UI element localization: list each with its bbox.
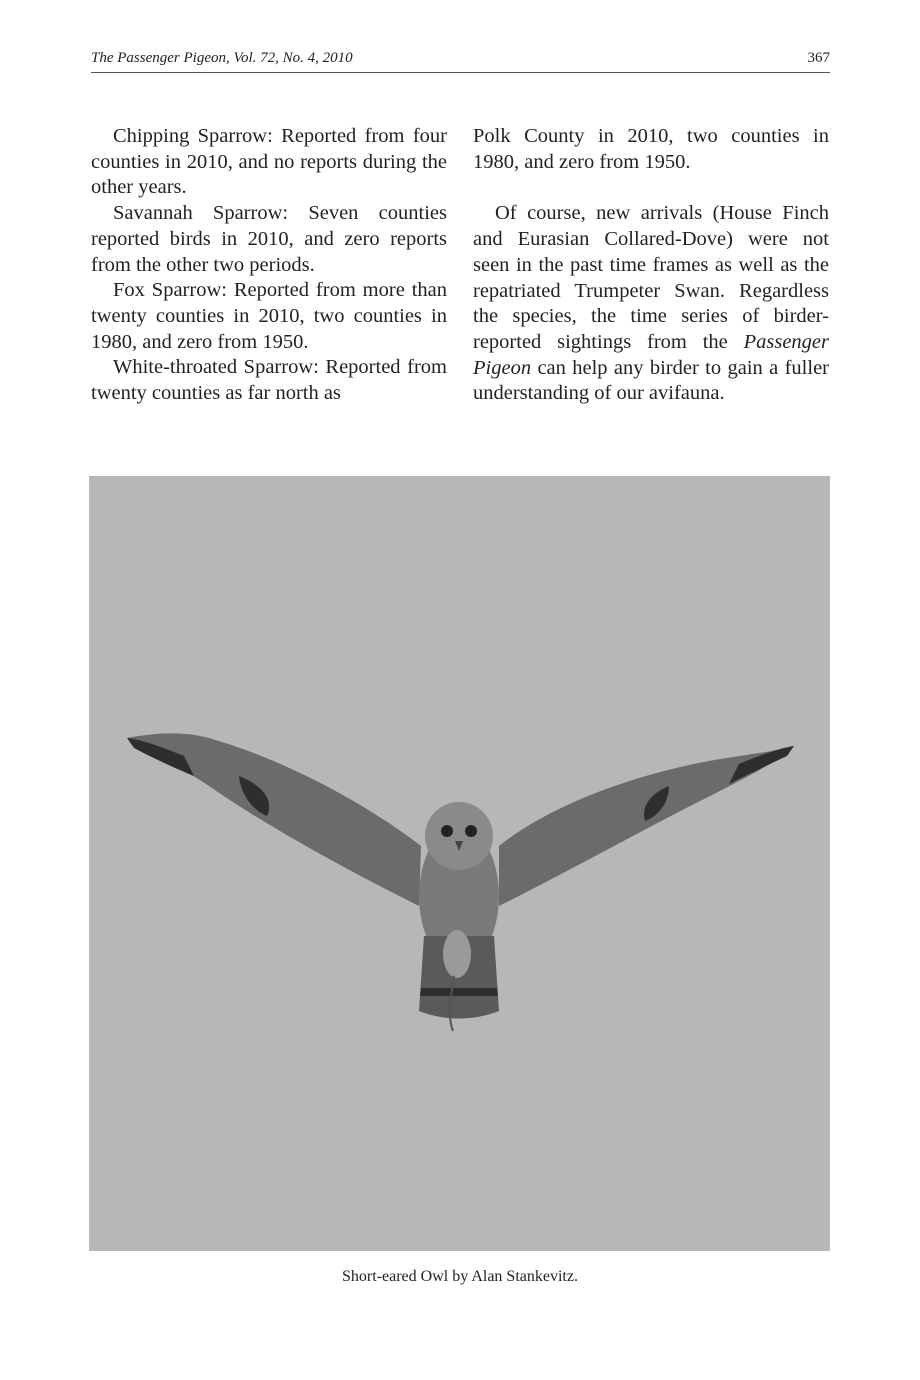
paragraph-continuation: Polk County in 2010, two counties in 1980, and zero from 1950. bbox=[473, 125, 829, 173]
left-column bbox=[91, 124, 447, 407]
owl-illustration bbox=[89, 476, 830, 1251]
conclusion-text-end: can help any birder to gain a fuller understanding of our avifauna. bbox=[473, 356, 829, 405]
paragraph-savannah-sparrow: Savannah Sparrow: Seven counties reported birds in 2010, and zero reports from the other two periods. bbox=[91, 202, 447, 276]
journal-name: Passenger Pigeon bbox=[473, 330, 829, 379]
paragraph-white-throated-sparrow: White-throated Sparrow: Reported from twenty counties as far north as bbox=[91, 356, 447, 405]
right-column bbox=[473, 124, 829, 407]
prey-vole bbox=[443, 930, 471, 978]
page-number: 367 bbox=[807, 50, 830, 66]
photo-caption: Short-eared Owl by Alan Stankevitz. bbox=[342, 1268, 578, 1285]
conclusion-text-start: Of course, new arrivals (House Finch and Eurasian Collared-Dove) were not seen in the past time frames as well as the repatriated Trumpeter Swan. Regardless the species, the time series of birder-reported sightings from the bbox=[473, 202, 829, 353]
paragraph-chipping-sparrow: Chipping Sparrow: Reported from four counties in 2010, and no reports during the other years. bbox=[91, 125, 447, 199]
tail-band bbox=[420, 988, 498, 996]
paragraph-fox-sparrow: Fox Sparrow: Reported from more than twenty counties in 2010, two counties in 1980, and zero from 1950. bbox=[91, 279, 447, 353]
running-title: The Passenger Pigeon, Vol. 72, No. 4, 2010 bbox=[91, 50, 353, 66]
left-eye bbox=[441, 825, 453, 837]
right-eye bbox=[465, 825, 477, 837]
running-header bbox=[91, 50, 830, 73]
owl-photo bbox=[89, 476, 830, 1251]
owl-head bbox=[425, 802, 493, 870]
paragraph-conclusion bbox=[473, 201, 829, 407]
